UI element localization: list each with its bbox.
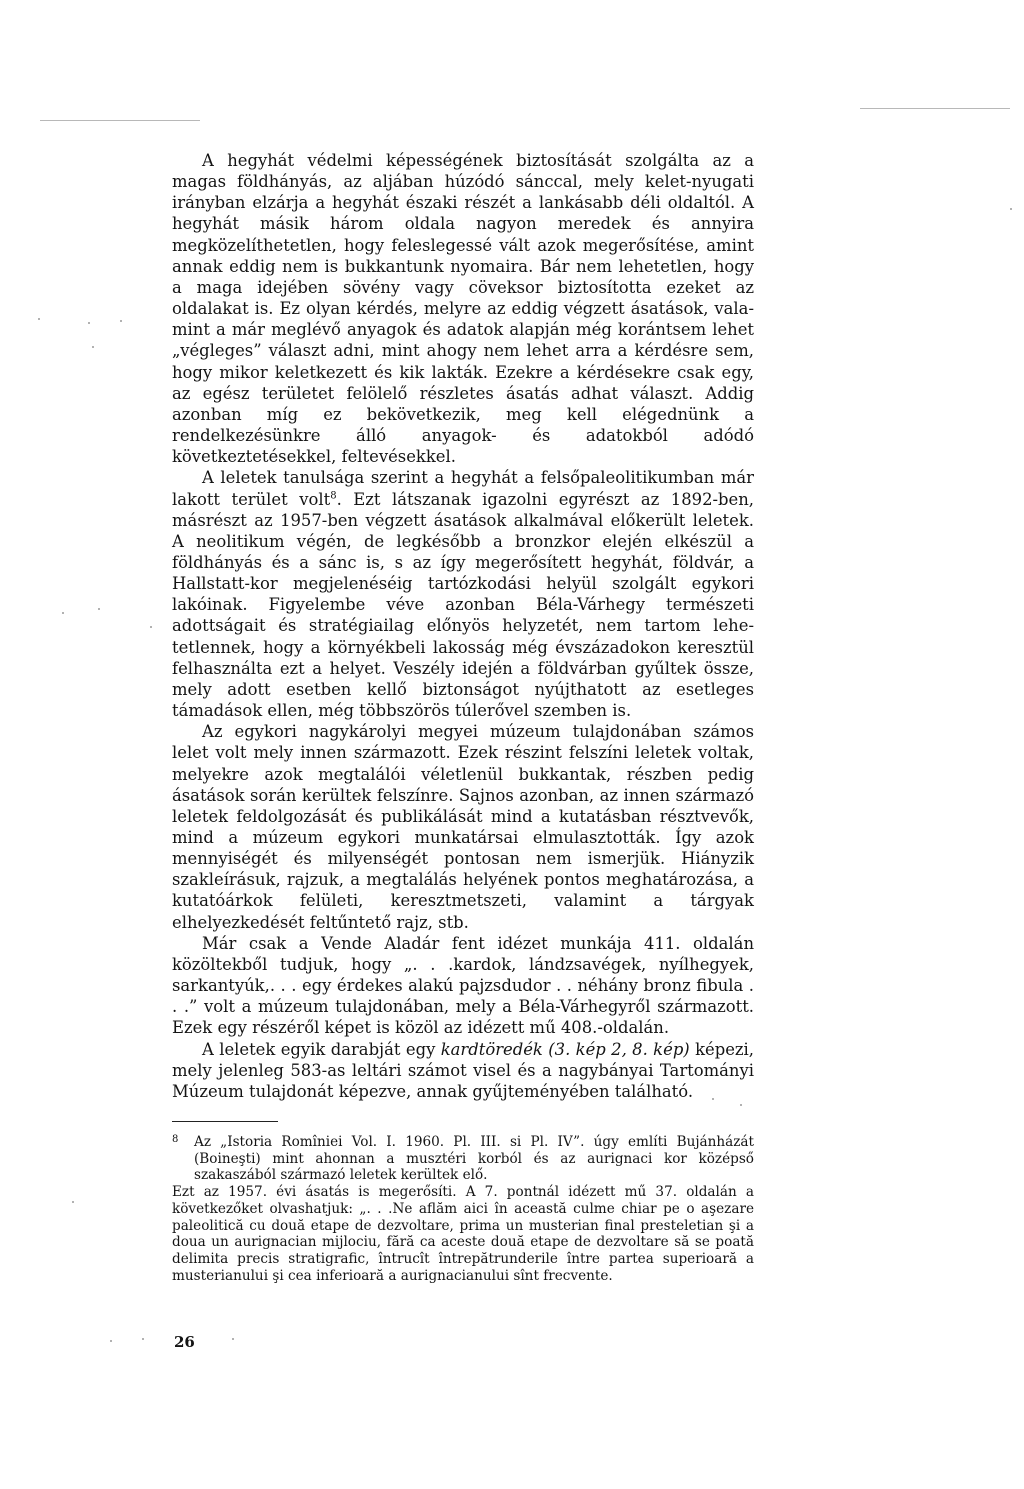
footnote-reference: 8 — [330, 490, 337, 502]
scan-speck — [38, 318, 40, 320]
footnotes — [172, 1132, 754, 1284]
footnote-entry — [172, 1132, 754, 1184]
footnote-continuation: Ezt az 1957. évi ásatás is megerősíti. A 7. pontnál idézett mű 37. oldalán a következőket olvashatjuk: „. . .Ne aflăm aici în această culme chiar pe o aşezare paleolitică cu două etape de dezvoltare, prima un musterian final presteletian şi a doua un aurignacian mijlociu, fără ca aceste două etape de dezvoltare să se poată delimita precis stratigrafic, întrucît întrepătrunderile între partea superioară a musterianului şi cea inferioară a aurignacianului sînt frecvente. — [172, 1184, 754, 1284]
scan-edge-line — [860, 108, 1010, 109]
figure-reference: kardtöredék (3. kép 2, 8. kép) — [440, 1039, 690, 1059]
body-text — [172, 150, 754, 1102]
paragraph-text: A leletek egyik darabját egy — [202, 1039, 441, 1059]
paragraph: Már csak a Vende Aladár fent idézet munkája 411. oldalán közöltekből tudjuk, hogy „. . .kardok, lándzsavégek, nyílhegyek, sarkantyúk,. . . egy érdekes alakú pajzsdudor . . néhány bronz fibula . . .” volt a múzeum tulajdonában, mely a Béla-Várhegyről származott. Ezek egy részéről képet is közöl az idézett mű 408.-oldalán. — [172, 933, 754, 1038]
scan-speck — [1010, 208, 1012, 210]
footnote-divider — [172, 1121, 278, 1122]
footnote-mark: 8 — [172, 1134, 179, 1145]
scan-edge-line — [40, 120, 200, 121]
scan-speck — [150, 626, 152, 628]
paragraph — [172, 467, 754, 721]
scan-speck — [62, 612, 64, 614]
scan-speck — [120, 320, 122, 322]
scan-speck — [98, 608, 100, 610]
scan-speck — [88, 322, 90, 324]
paragraph-text: A leletek tanulsága szerint a hegyhát a felsőpaleolitikumban már lakott terület volt — [172, 468, 754, 509]
scan-speck — [110, 1340, 112, 1342]
scan-speck — [232, 1338, 234, 1340]
scan-speck — [92, 346, 94, 348]
scan-speck — [142, 1338, 144, 1340]
paragraph — [172, 1039, 754, 1102]
paragraph: Az egykori nagykárolyi megyei múzeum tulajdonában számos lelet volt mely innen származott. Ezek részint felszíni leletek voltak, melyekre azok megtalálói véletlenül bukkantak, részben pedig ásatások során kerültek felszínre. Sajnos azonban, az innen származó leletek feldolgozását és publikálását mind a kutatásban résztvevők, mind a múzeum egykori munkatársai elmulasztották. Így azok mennyiségét és milyenségét pontosan nem ismerjük. Hiányzik szakleírásuk, rajzuk, a megtalálás helyének pontos meghatározása, a kutatóárkok felületi, keresztmetszeti, valamint a tárgyak elhelyezkedését feltűntető rajz, stb. — [172, 722, 754, 932]
scan-speck — [72, 1201, 74, 1203]
paragraph-text: . Ezt látszanak igazolni egyrészt az 1892-ben, másrészt az 1957-ben végzett ásatások alkalmával előkerült leletek. A neolitikum végén, de legkésőbb a bronzkor elején elkészül a földhányás és a sánc is, s az így megerősített hegyhát, földvár, a Hallstatt-kor megjelenéséig tartózkodási helyül szolgált egykori lakóinak. Figyelembe véve azonban Béla-Várhegy természeti adottságait és stratégiailag előnyös helyzetét, nem tartom lehetetlennek, hogy a környékbeli lakosság még évszázadokon keresztül felhasználta ezt a helyet. Veszély idején a földvárban gyűltek össze, mely adott esetben kellő biztonságot nyújthatott az esetleges támadások ellen, még többszörös túlerővel szemben is. — [172, 489, 754, 721]
paragraph-text: képezi, mely jelenleg 583-as leltári számot visel és a nagybányai Tartományi Múzeum tulajdonát képezve, annak gyűjteményében található. — [172, 1039, 755, 1101]
paragraph: A hegyhát védelmi képességének biztosítását szolgálta az a magas földhányás, az aljában húzódó sánccal, mely kelet-nyugati irányban elzárja a hegyhát északi részét a lankásabb déli oldaltól. A hegyhát másik három oldala nagyon meredek és annyira megközelíthetetlen, hogy feleslegessé vált azok megerősítése, amint annak eddig nem is bukkantunk nyomaira. Bár nem lehetetlen, hogy a maga idejében sövény vagy cöveksor biztosította ezeket az oldalakat is. Ez olyan kérdés, melyre az eddig végzett ásatások, valamint a már meglévő anyagok és adatok alapján még korántsem lehet „végleges” választ adni, mint ahogy nem lehet arra a kérdésre sem, hogy mikor keletkezett és kik lakták. Ezekre a kérdésekre csak egy, az egész területet felölelő részletes ásatás adhat választ. Addig azonban míg ez bekövetkezik, meg kell elégednünk a rendelkezésünkre álló anyagok- és adatokból adódó következtetésekkel, feltevésekkel. — [172, 151, 754, 467]
scan-speck — [740, 1104, 742, 1106]
page-number: 26 — [174, 1333, 195, 1351]
footnote-text: Az „Istoria Romîniei Vol. I. 1960. Pl. III. si Pl. IV”. úgy említi Bujánházát (Boineşti) mint ahonnan a musztéri korból és az aurignaci kor középső szakaszából származó leletek kerültek elő. — [194, 1134, 754, 1184]
